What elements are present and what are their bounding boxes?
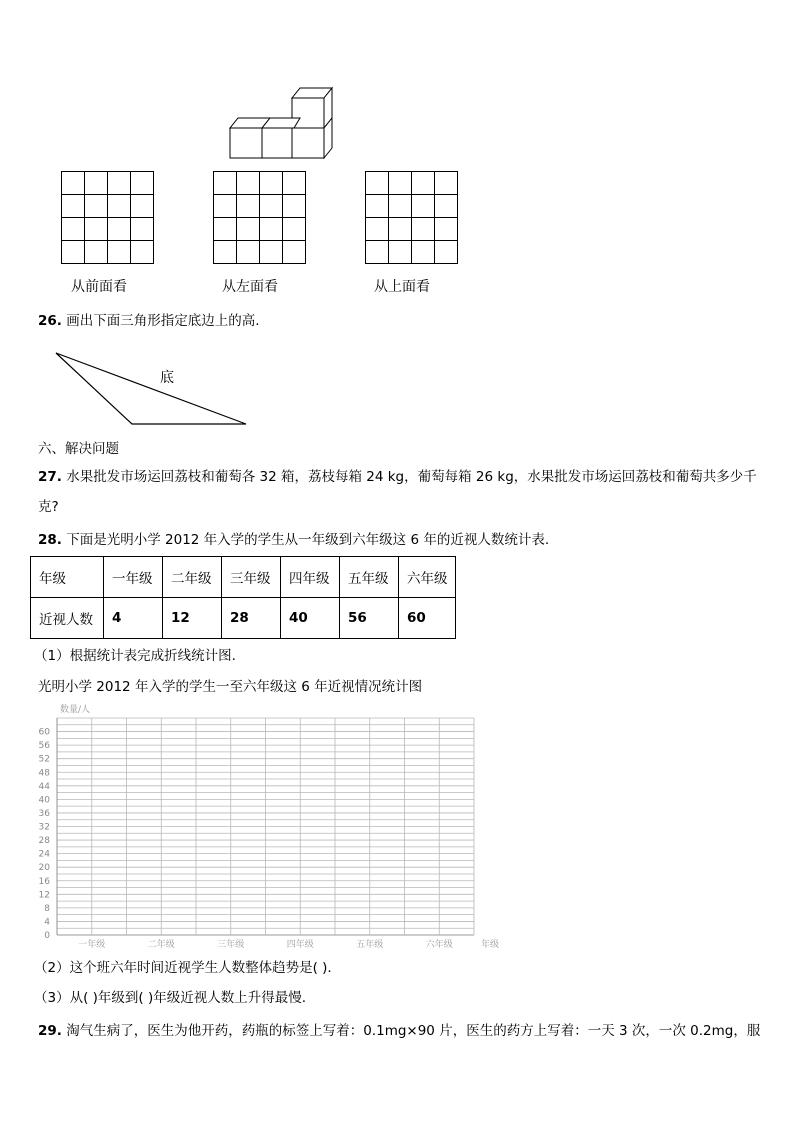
y-tick-label: 48 [38,768,50,779]
y-tick-label: 8 [44,903,50,914]
y-tick-label: 0 [44,931,50,941]
table-cell: 六年级 [399,557,456,598]
myopia-stats-table [30,556,456,639]
y-tick-label: 28 [38,836,50,847]
table-cell: 二年级 [163,557,222,598]
y-tick-label: 52 [38,754,50,765]
y-tick-label: 56 [38,741,50,752]
x-tick-label: 五年级 [356,940,384,950]
table-cell: 近视人数 [31,598,104,639]
x-axis-label: 年级 [480,940,500,950]
question-number: 27. [38,469,62,485]
y-axis-label: 数量/人 [60,705,91,715]
question-number: 26. [38,313,62,329]
sub-question-3: （3）从( )年级到( )年级近视人数上升得最慢. [34,990,307,1006]
table-cell: 12 [163,598,222,639]
chart-grid [57,718,474,935]
sub-question-2: （2）这个班六年时间近视学生人数整体趋势是( ). [34,960,332,976]
table-cell: 60 [399,598,456,639]
x-tick-label: 一年级 [78,940,106,950]
left-view-label: 从左面看 [222,279,278,295]
question-number: 29. [38,1023,62,1039]
table-cell: 四年级 [281,557,340,598]
table-cell: 三年级 [222,557,281,598]
y-tick-label: 20 [38,863,50,874]
table-cell: 五年级 [340,557,399,598]
question-26 [38,311,260,331]
left-view-grid[interactable] [213,171,306,264]
question-27 [38,467,757,487]
y-tick-label: 32 [38,822,50,833]
line-chart[interactable] [30,700,510,952]
triangle-figure[interactable] [50,348,255,430]
table-cell: 28 [222,598,281,639]
front-view-label: 从前面看 [71,279,127,295]
table-cell: 4 [104,598,163,639]
y-tick-label: 44 [38,781,50,792]
top-view-grid[interactable] [365,171,458,264]
question-text: 下面是光明小学 2012 年入学的学生从一年级到六年级这 6 年的近视人数统计表. [66,532,550,548]
table-header-row [31,557,456,598]
y-tick-label: 16 [38,876,50,887]
table-data-row [31,598,456,639]
question-28 [38,530,549,550]
y-tick-label: 4 [44,917,50,928]
x-tick-label: 二年级 [147,940,175,950]
table-cell: 年级 [31,557,104,598]
question-text: 水果批发市场运回荔枝和葡萄各 32 箱，荔枝每箱 24 kg，葡萄每箱 26 kg，水果批发市场运回荔枝和葡萄共多少千 [66,469,757,485]
top-view-label: 从上面看 [374,279,430,295]
y-axis-ticks [39,728,51,941]
question-text: 淘气生病了，医生为他开药，药瓶的标签上写着：0.1mg×90 片，医生的药方上写着：一天 3 次，一次 0.2mg，服 [66,1023,761,1039]
x-tick-label: 六年级 [425,940,453,950]
base-label: 底 [160,370,174,386]
x-axis-ticks [78,938,499,950]
table-cell: 56 [340,598,399,639]
question-number: 28. [38,532,62,548]
y-tick-label: 60 [38,727,50,738]
question-27-continued: 克? [38,499,59,515]
y-tick-label: 40 [38,795,50,806]
chart-title: 光明小学 2012 年入学的学生一至六年级这 6 年近视情况统计图 [38,679,423,695]
sub-question-1: （1）根据统计表完成折线统计图. [34,648,236,664]
section-title: 六、解决问题 [38,441,119,457]
y-tick-label: 24 [38,849,50,860]
x-tick-label: 四年级 [286,940,314,950]
question-text: 画出下面三角形指定底边上的高. [66,313,260,329]
table-cell: 一年级 [104,557,163,598]
x-tick-label: 三年级 [217,940,245,950]
y-tick-label: 12 [38,890,50,901]
table-cell: 40 [281,598,340,639]
front-view-grid[interactable] [61,171,154,264]
question-29 [38,1021,760,1041]
cube-figure [228,86,338,162]
y-tick-label: 36 [38,808,50,819]
